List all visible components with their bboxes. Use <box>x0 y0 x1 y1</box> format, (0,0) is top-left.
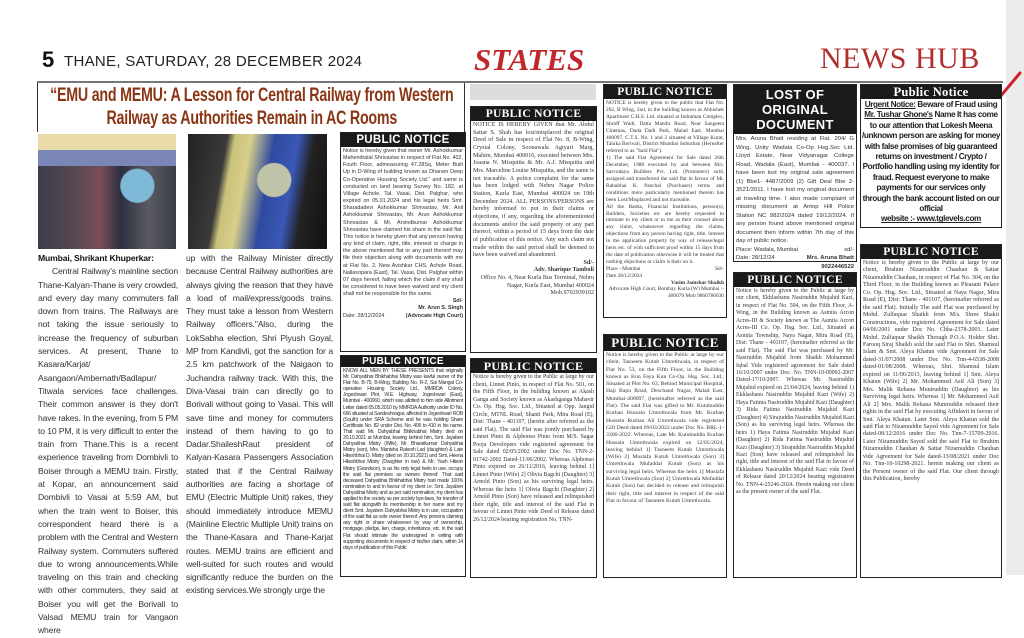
notice-signatory: Mrs. Aruna Bhatt <box>806 255 854 261</box>
notice-role: (Advocate High Court) <box>405 312 463 319</box>
notice-place: Place: Wadala, Mumbai <box>736 246 798 253</box>
urgent-label: Urgent Notice: <box>864 100 916 109</box>
notice-title: PUBLIC NOTICE <box>604 335 726 351</box>
public-notice-pinto <box>470 358 597 578</box>
notice-body: Beware of Fraud using <box>915 100 998 109</box>
public-notice-umrethwala <box>603 334 727 578</box>
notice-date: Date: 28/12/24 <box>736 255 775 261</box>
notice-body: 1) The said Flat Agreement for Sale dated 26th December, 1988 executed by and between M/s. Sarvodaya Builders Pvt. Ltd. (Promoters) sold, assigned and transferred the said flat in favour of Mr. Bahubhai K. Panchal (Purchaser) terms and conditions more particularly mentioned therein has been Lost/Misplaced and not traceable. <box>606 155 724 203</box>
notice-body: NOTICE IS HEREBY GIVEN that Mr. Abdul Sattar S. Shah has lost/misplaced the original Deed of Sale in respect of Flat No. 8, B-Wing, Crystal Colony, Soonawala Agiyari Marg, Mahim, Mumbai 400016, executed between Mrs. Joaana N. Misquitta & Mr. A.J. Misquitta and Mrs. Marceline Louise Misquitta, and the same is not traceable. A police complaint for the same has been lodged with Nehru Nagar Police Station, Kurla East, Mumbai 400024 on 19th December 2024. ALL PERSONS/PERSONS are hereby informed to put in their claims or objections, if any, regarding the aforementioned documents and/or the said property or any part thereof, within a period of 15 days from the date of publication of this notice. Any such claim not made within the said period shall be deemed to have been waived and abandoned. <box>473 122 595 259</box>
notice-sd: Sd/- <box>715 265 724 272</box>
notice-title: PUBLIC NOTICE <box>734 273 856 287</box>
notice-signatory: Adv. Sharique Tamboli <box>533 267 594 274</box>
dateline: THANE, SATURDAY, 28 DECEMBER 2024 <box>64 53 363 70</box>
commuters-photo <box>38 134 176 249</box>
public-notice-shrivastav <box>340 132 466 352</box>
notice-signatory: Mr. Arun S. Singh <box>418 305 463 312</box>
article-headline: “EMU and MEMU: A Lesson for Central Railway from Western Railway as Authorities Remain in AC Rooms <box>50 85 454 129</box>
notice-place: Place - Mumbai <box>606 265 641 272</box>
article-byline: Mumbai, Shrikant Khuperkar: <box>38 253 154 263</box>
notice-body: Notice is hereby given to the Public at large by our client, Ibrahim Nizamuddin Chauhan & Sattar Nizamuddin Chauhan, in respect of Flat No. 304, on the Third Floor, in the Building known as Pleasant Palace Co. Op. Hsg. Soc. Ltd., Situated at Naya Nagar, Mira Road (E), Dist: Thane - 401107, (hereinafter referred as the said Flat). Initially The said Flat was purchased by Mohd. Zulfaquar Shaikh from M/s. Shree Shakti Constructions, vide registered Agreement for Sale dated 04/06/2001 under Doc No. Chha-2378-2001. Later Mohd. Zulfaquar Shaikh Through P.O.A. Holder Shri. Farooq Siraj Shaikh sold the said Flat to Shri. Shamsul Islam & Smt. Aleya Khatun vide Agreement for Sale dated-31/07/2008 under Doc No. Tnn-4-6538-2008 dated-01/08/2008. Whereas, Shri. Shamsul Islam expired on 11/06/2013, leaving behind 1] Smt. Aleya Khatun (Wife) 2] Mr. Mohammed Asif Ali (Son) 3] Mrs. Malik Rehana Muniruddin (Daughter) as his Surviving legal heirs. Whereas 1] Mr. Mohammed Asif Ali 2] Mrs. Malik Rehana Muniruddin released their rights in the said Flat by executing Affidavit in favour of Smt. Aleya Khatun. Later Smt. Aleya Khatun sold the said Flat to Nizamuddin Sayed vide Agreement for Sale dated-08/12/2016 under Doc No. Tnn-7-15709-2016. Later Nizamuddin Sayed sold the said Flat to Ibrahim Nizamuddin Chauhan & Sattar Nizamuddin Chauhan vide Agreement for Sale dated-13/08/2021 under Doc No. Tnn-10-10298-2021. herein making our client as the Present owner of the said Flat. Our client through this Publication, hereby <box>863 260 999 483</box>
public-notice-chauhan <box>860 244 1002 578</box>
article-column-2: up with the Railway Minister directly because Central Railway authorities are always giving the reason that they have a load of mail/express/goods trains. They must take a lesson from Western Railway officers."Also, during the LokSabha election, Shri Piyush Goyal, MP from Kandivli, got the sanction for a 2.5 km patchwork of the Naigaon to Juchandra railway track. With this, the Diva-Vasai train can directly go to Borivali without going to Vasai. This will save time and money for commuters instead of them having to go to Dadar.ShaileshRaut president of Kalyan-Kasara Passengers Association stated that if the Central Railway authorities are facing a shortage of EMU (Electric Multiple Unit) rakes, they should immediately introduce MEMU (Mainline Electric Multiple Unit) trains on the Thane-Kasara and Thane-Karjat routes. MEMU trains are efficient and well-suited for such routes and would significantly reduce the burden on the existing services.We strongly urge the <box>186 253 333 596</box>
section-title: STATES <box>474 42 585 77</box>
notice-signatory: Vasim Jamshar Shaikh <box>670 279 724 286</box>
page-number: 5 <box>42 47 55 72</box>
notice-title: PUBLIC NOTICE <box>471 359 596 373</box>
notice-title: PUBLIC NOTICE <box>604 85 726 99</box>
website-link[interactable]: website :- www.tglevels.com <box>881 214 981 224</box>
notice-title: PUBLIC NOTICE <box>471 107 596 121</box>
brand-name: NEWS HUB <box>820 42 980 75</box>
notice-date: Date: 28/12/2024 <box>343 312 385 319</box>
notice-body: Notice is hereby given that owner Mr. Ashokkumar Mahendralal Shrivastav in respect of Flat No. 402, Fouth Floor, admeasuring 47.28Sq. Meter Built Up in D-Wing of building known as Dharam Deep Co-Operative Housing Society Ltd." and same is conducted on land bearing Survey No. 182, at Village Achole, Tal. Vasai, Dist. Palghar, who expired on 05.01.2024 and his legal heirs Smt. Sharadadevi Ashokkumar Shrivastav, Mr. Anil Ashokkumar Shrivastav, Mr. Arun Ashokkumar Shrivastav & Mr. Arvindkumar Ashokkumar Shrivastav have claimed his share in the said flat. This notice is hereby given that any person having any kind of claim, right, title, interest or charge in the above mentioned flat or any part thereof may file their objection along with documents with me at Flat No. 2, New Avishkar CHS, Achole Road, Nallasopara (East), Tal. Vasai, Dist. Palghar within 07 days hereof, failing which the claim if any shall be considered to have been waived and my client shall not be responsible for the same. <box>343 148 463 298</box>
notice-body: KNOW ALL MEN BY THESE PRESENTS that originally Mr. Dahyabhai Bhikhabhai Mistry was lawful owner of the Flat No. B-75, B-Wing, Building No. R-2, Sai Mangal Co-operative Housing Society Ltd., MMRDA Colony, Jogeshwari Plot, W.E. Highway, Jogeshwari (East), Mumbai - 400060, which was allotted to him vide Allotment Letter dated 05.05.2010 by MMRDA Authority under ID No. 666 situated at Sandeshnagar, affected in Jogeshwari ROB (South) under SRA Scheme and he was holding Share Certificate No. 82 under Dist. No. 406 to 410 in his name. That said Mr. Dahyabhai Bhikhabhai Mistry died on 20.10.2021 at Mumbai, leaving behind him, Smt. Jayaben Dahyabhai Mistry (Wife), Mr. Bharatkumar Dahyabhai Mistry (son), Mrs. Manisha Rakesh Lad (daughter) & Late Hiteshbhai D. Mistry (died on 20.10.2021) and Smt. Heena Hiteshbhai Mistry (Daughter in law) & Mr. Yash Hitesh Mistry (Grandson), is as his only legal heirs to use, occupy the said flat premises as owners thereof. That said deceased Dahyabhai Bhikhabhai Mistry had made 100% nomination to and in favour of my client i.e. Smt. Jayaben Dahyabhai Mistry and as per said nomination, my client has applied to the society as per society bye-laws, for transfer of said flat alongwith its membership in her name and my client Smt. Jayaben Dahyabhai Mistry is in use, occupation of the said flat as sole owner thereof. Any persons claiming any right or share whatsoever by way of ownership, mortgage, pledge, lien, charge, inheritance, etc. in the said Flat should intimate the undersigned in writing with supporting documents in respect of his/her claim, within 14 days of publication of this Public <box>343 368 463 551</box>
notice-title: LOST OF ORIGINAL DOCUMENT <box>734 85 856 134</box>
notice-sd: Sd/- <box>583 259 594 266</box>
notice-address: Office No. 4, Near Kurla Bus Terminal, Nehru Nagar, Kurla East, Mumbai 400024 Mob.9702939102 <box>480 275 594 297</box>
notice-sd: Sd/- <box>452 298 463 305</box>
notice-date: Date 28/12/2024 <box>606 272 643 279</box>
memu-train-photo <box>188 134 327 249</box>
article-column-1 <box>38 252 178 638</box>
public-notice-kazi <box>733 272 857 578</box>
notice-body: All the Banks, Financial Institutions, person(s), Builders, Societies etc are hereby requested to intimate to my client or to me as their counsel about any claim, whatsoever regarding the claims, objections from any person having right, title, interest in the application property by way of release/legal heirs etc. of with sufficient proof within 15 days from the date of publication otherwise it will be treated that nothing objections or claim is their on it. <box>606 203 724 265</box>
notice-phone: 9022446522 <box>821 263 854 270</box>
notice-title: PUBLIC NOTICE <box>341 356 465 367</box>
public-notice-shah <box>470 106 597 353</box>
article-headline-box <box>37 83 465 132</box>
notice-body: Notice is hereby given to the Public at large by our client, Ekhlasbanu Nasiruddin Mujahid Kazi, in respect of Flat No. 504, on the Fifth Floor, A-Wing, in the Building known as Asmita Arcon Acres-III & Society known as The Asmita Arcon Acres-III Co. Op. Hsg. Soc. Ltd., Situated at Asmita Township, Naya Nagar, Mira Road (E), Dist: Thane - 401107, (hereinafter referred as the said Flat). The said Flat was purchased by Mr. Nasiruddin Mujahid from Shaikh Mohammed Iqbal Vide registered agreement for Sale dated 16/10/2007 under Doc. No. TNN-10-09092-2007 Dated-17/10/2007. Whereas Mr. Nasiruddin Mujahid expired on 21/04/2024, leaving behind 1) Ekhlasbanu Nasiruddin Mujahid Kazi (Wife) 2) Haya Fatima Nasiruddin Mujahid Kazi (Daughter) 3) Rida Fatima Nasiruddin Mujahid Kazi (Daughter) 4) Sirajuddin Nasiruddin Mujahid Kazi (Son) as his surviving legal heirs. Whereas the heirs 1) Haya Fatima Nasiruddin Mujahid Kazi (Daughter) 2) Rida Fatima Nasiruddin Mujahid Kazi (Daughter) 3) Sirajuddin Nasiruddin Mujahid Kazi (Son) have released and relinquished his right, title and interest of the said Flat in favour of Ekhlasbanu Nasiruddin Mujahid Kazi vide Deed of Release dated 20/12/2024 bearing registration No. TNN-4-25246-2024. Herein making our client as the present owner of the said Flat. <box>736 288 855 496</box>
public-notice-abhishek-apartment <box>603 84 727 318</box>
notice-body: Mrs. Aruna Bhatt residing at Flat. 204/ G Wing, Unity Wadala Co-Op Hsg.Soc Ltd. Lloyd Estate, Near Vidyanagar College Road, Wadala (East), Mumbai - 400037. I have been lost my original sale agreement (1) Bbe1- 4487/2009 (2) Gift Deal Bbe 2- 3521/2011. I have lost my original document at traveling time. I also made complaint of missing document at Antop Hill Police Station NC 982/2024 dated 19/12/2024. If any person found above mentioned original document then inform within 7th day of this day of public notice. <box>736 136 854 244</box>
fraud-warning-notice <box>860 84 1002 228</box>
notice-name: Mr. Tushar Ghone's <box>864 110 933 120</box>
notice-address: Advocate High Court, Bombay Kurla (W) Mumbai :- 400070 Mob 9860786030 <box>608 286 724 300</box>
notice-title: PUBLIC NOTICE <box>861 245 1001 259</box>
notice-sd: sd/- <box>844 246 854 253</box>
notice-body: Notice is hereby given to the Public at large by our client, Linnet Pinto, in respect of Flat No. 501, on the Fifth Floor, in the building known as Akash Ganga and Society known as Akashganga Mahavir Co. Op. Hsg. Soc. Ltd., Situated at Opp. Jangid Circle, MTNL Road, Shanti Park, Mira Road (E), Dist: Thane - 401107, (herein after referred as the said Flat). The said Flat was jointly purchased by Linnet Pinto & Alphonso Pinto from M/S. Sagar Pooja Developers vide registered agreement for Sale dated 02/05/2002 under Doc No. TNN-2-01742-2002 Dated-11/06/2002. Whereas Alphonso Pinto expired on 26/11/2016, leaving behind 1] Linnet Pinto (Wife) 2] Olivia Bagchi (Daughter) 3] Arnold Pinto (Son) as his surviving legal heirs. Whereas the heirs 1] Olivia Bagchi (Daughter) 2] Arnold Pinto (Son) have released and relinquished their right, title and interest of the said Flat in favour of Linnet Pinto vide Deed of Release dated 26/12/2024 bearing registration No. TNN- <box>473 374 594 523</box>
notice-title: Public Notice <box>861 85 1001 99</box>
public-notice-mistry <box>340 355 466 577</box>
lost-document-notice <box>733 84 857 270</box>
grey-box <box>470 84 596 100</box>
notice-title: PUBLIC NOTICE <box>341 133 465 147</box>
notice-body: NOTICE is hereby given to the public that Flat No. 202, B Wing, 2nd, in the building known as Abhishek Apartment C.H.S. Ltd. situated at Indraman Complex, Shroff Wadi, Datta Mandir Road, Near Sangeeta Cinemas, Dada Dadi Park, Malad East, Mumbai 400097, C.T.S. No. 1 and 2 situated at Village Kurar, Taluka Borivali, District Mumbai Suburban (Hereafter referred to as "Said Flat"). <box>606 100 724 155</box>
notice-body: Notice is hereby given to the Public at large by our client, Tasneem Kutub Umrethwala, in respect of Flat No. 53, on the Fifth Floor, in the Building known as Kun Faya Kun Co-Op. Hsg. Soc. Ltd., Situated at Plot No. 63, Behind Municipal Hospital, Haji Bapu Road, Deschand Nagar, Malad East, Mumbai-400097, (hereinafter referred as the said Flat). The said Flat was gifted to Mr. Kutubuddin Kurban Hussain Umrethwala from Mr. Kurban Hussein Rushan Ali Umrethwala vide registered Gift Deed dated 09/03/2022 under Doc No. BRL-1-3306-2022. Whereas, Late Mr. Kutubuddin Kurban Hussain Umrethwala expired on 12/05/2024, leaving behind 1] Tasneem Kutub Umrethwala (Wife) 2] Mustafa Kutub Umrethwala (Son) 3] Umrethwala Mufaddal Kutub (Son) as his surviving legal heirs. Whereas the heirs 1] Mustafa Kutub Umrethwala (Son) 2] Umrethwala Mufaddal Kutub (Son) has decided to release and relinquish their right, title and interest in respect of the said Flat in favour of Tasneem Kutub Umrethwala. <box>606 352 724 504</box>
notice-body: Name It has come to our attention that Lokesh Meena /unknown person are asking for money with false promises of big guaranteed returns on investment / Crypto / Portfolio handling using my identity for fraud. Request everyone to make payments for our services only through the bank account listed on our official <box>862 110 1001 214</box>
article-text: Central Railway's mainline section Thane-Kalyan-Thane is very crowded, and every day many commuters fall down from trains. The Railways are not taking the issue seriously to increase the frequency of suburban services. At present, Thane to Kasara/Karjat/ Asangaon/Ambernath/Badlapur/ Titwala services face challenges. Their common answer is they don't have rakes. In the evening, from 5 PM to 10 PM, it is very difficult to enter the train from Thane.This is a recent experience traveling from Dombivli to Boiser through a MEMU train. Firstly, at Kopar, an announcement said Dombivli to Vasai at 5:59 AM, but when the train went to Boiser, this correspondent heard there is a problem with the Central and Western Railway system. Commuters suffered due to wrong announcements.While traveling on this train and checking with other commuters, they said at Boiser you will get the Borivali to Valsad MEMU train for Vangaon where <box>38 266 178 636</box>
